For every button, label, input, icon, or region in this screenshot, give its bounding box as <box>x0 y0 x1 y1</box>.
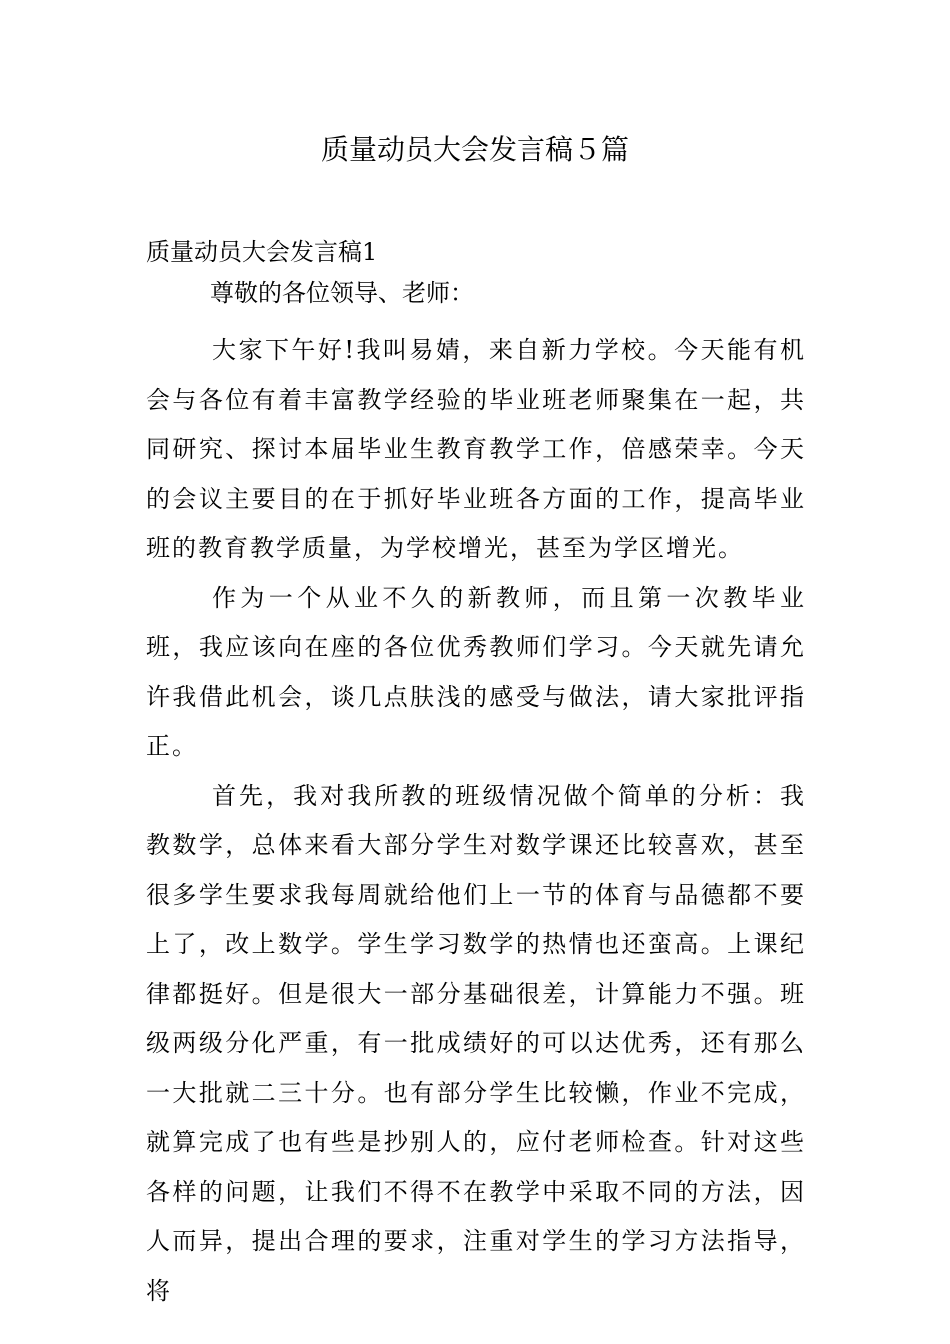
document-title: 质量动员大会发言稿５篇 <box>320 133 629 166</box>
paragraph: 大家下午好!我叫易婧，来自新力学校。今天能有机会与各位有着丰富教学经验的毕业班老师聚集在一起，共同研究、探讨本届毕业生教育教学工作，倍感荣幸。今天的会议主要目的在于抓好毕业班各方面的工作，提高毕业班的教育教学质量，为学校增光，甚至为学区增光。 <box>146 336 806 562</box>
section-subtitle: 质量动员大会发言稿1 <box>146 238 378 266</box>
paragraph: 首先，我对我所教的班级情况做个简单的分析：我教数学，总体来看大部分学生对数学课还比较喜欢，甚至很多学生要求我每周就给他们上一节的体育与品德都不要上了，改上数学。学生学习数学的热情也还蛮高。上课纪律都挺好。但是很大一部分基础很差，计算能力不强。班级两级分化严重，有一批成绩好的可以达优秀，还有那么一大批就二三十分。也有部分学生比较懒，作业不完成，就算完成了也有些是抄别人的，应付老师检查。针对这些各样的问题，让我们不得不在教学中采取不同的方法，因人而异，提出合理的要求，注重对学生的学习方法指导，将 <box>146 781 806 1305</box>
salutation: 尊敬的各位领导、老师： <box>210 279 474 307</box>
article-body <box>146 232 806 1316</box>
paragraph: 作为一个从业不久的新教师，而且第一次教毕业班，我应该向在座的各位优秀教师们学习。今天就先请允许我借此机会，谈几点肤浅的感受与做法，请大家批评指正。 <box>146 583 806 760</box>
